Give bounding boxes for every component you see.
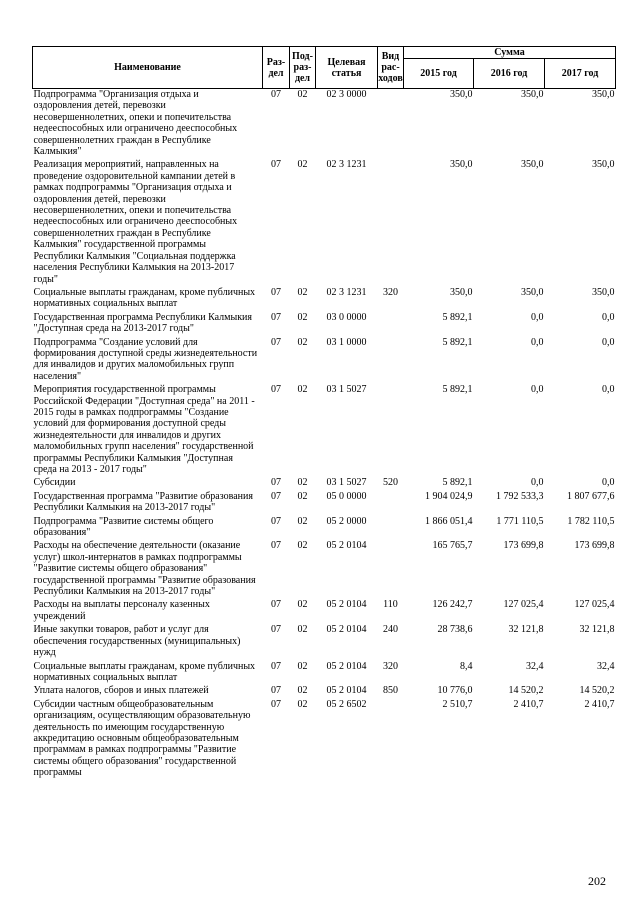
cell-expense-type [378, 540, 404, 599]
cell-expense-type: 240 [383, 624, 398, 636]
table-row [33, 699, 616, 781]
cell-2015: 8,4 [460, 660, 473, 672]
cell-2015: 5 892,1 [442, 477, 473, 489]
cell-name: Иные закупки товаров, работ и услуг для обеспечения государственных (муниципальных) нужд [33, 624, 241, 659]
header-year-2017: 2017 год [545, 59, 616, 89]
cell-name: Государственная программа Республики Калмыкия "Доступная среда на 2013-2017 годы" [33, 311, 253, 335]
cell-subsection: 02 [297, 540, 308, 552]
budget-table [32, 46, 616, 781]
cell-target: 05 2 0000 [326, 515, 367, 527]
cell-expense-type [378, 337, 404, 385]
cell-section: 07 [271, 599, 281, 611]
cell-name: Расходы на выплаты персоналу казенных учреждений [33, 599, 210, 622]
cell-2016: 350,0 [521, 286, 544, 298]
cell-section: 07 [271, 159, 281, 171]
cell-subsection: 02 [297, 384, 308, 396]
cell-expense-type [378, 89, 404, 160]
budget-document [32, 46, 615, 781]
cell-subsection: 02 [297, 336, 308, 348]
table-row [33, 540, 616, 599]
cell-target: 02 3 1231 [326, 286, 367, 298]
cell-expense-type [378, 516, 404, 541]
cell-2016: 350,0 [521, 89, 544, 100]
cell-2016: 14 520,2 [508, 685, 544, 697]
cell-section: 07 [271, 624, 281, 636]
cell-name: Подпрограмма "Создание условий для формирования доступной среды жизнедеятельности для инвалидов и других маломобильных групп населения" [33, 336, 258, 382]
cell-2016: 0,0 [531, 311, 544, 323]
cell-2017: 32 121,8 [579, 624, 615, 636]
cell-section: 07 [271, 477, 281, 489]
cell-target: 03 1 0000 [326, 336, 367, 348]
table-row [33, 287, 616, 312]
table-row [33, 624, 616, 660]
cell-subsection: 02 [297, 515, 308, 527]
cell-2016: 32 121,8 [508, 624, 544, 636]
cell-2017: 32,4 [597, 660, 615, 672]
cell-subsection: 02 [297, 490, 308, 502]
cell-expense-type [378, 384, 404, 477]
cell-subsection: 02 [297, 698, 308, 710]
header-target: Целевая статья [316, 47, 378, 89]
cell-2015: 1 904 024,9 [425, 490, 473, 502]
table-row [33, 599, 616, 624]
cell-2015: 10 776,0 [437, 685, 473, 697]
table-row [33, 384, 616, 477]
cell-expense-type: 850 [383, 685, 398, 697]
cell-2015: 5 892,1 [442, 311, 473, 323]
table-row [33, 312, 616, 337]
cell-section: 07 [271, 698, 281, 710]
cell-target: 03 0 0000 [326, 311, 367, 323]
cell-subsection: 02 [297, 599, 308, 611]
cell-subsection: 02 [297, 685, 308, 697]
table-body [33, 89, 616, 781]
cell-2016: 0,0 [531, 384, 544, 396]
cell-expense-type: 520 [383, 477, 398, 489]
cell-target: 02 3 0000 [326, 89, 367, 100]
cell-section: 07 [271, 311, 281, 323]
cell-name: Субсидии [33, 477, 76, 489]
cell-name: Субсидии частным общеобразовательным организациям, осуществляющим образовательную деятельность по имеющим государственную аккредитацию основным общеобразовательным программам в рамках подпрограммы "Развитие системы общего образования" государственной программы [33, 698, 251, 779]
cell-2016: 2 410,7 [513, 698, 544, 710]
cell-subsection: 02 [297, 286, 308, 298]
cell-name: Реализация мероприятий, направленных на проведение оздоровительной кампании детей в рамках подпрограммы "Организация отдыха и оздоровления детей, перевозки несовершеннолетних, опеки и попечительства недееспособных или ограничено дееспособных совершеннолетних граждан в Республике Калмыкия" государственной программы Республики Калмыкия "Социальная поддержка населения Республики Калмыкия на 2013-2017 годы" [33, 159, 238, 285]
cell-2017: 350,0 [592, 159, 615, 171]
cell-subsection: 02 [297, 477, 308, 489]
table-row [33, 337, 616, 385]
cell-name: Уплата налогов, сборов и иных платежей [33, 685, 209, 697]
cell-subsection: 02 [297, 660, 308, 672]
page-number: 202 [588, 874, 606, 888]
cell-target: 05 2 6502 [326, 698, 367, 710]
cell-target: 03 1 5027 [326, 384, 367, 396]
cell-section: 07 [271, 89, 281, 100]
table-row [33, 89, 616, 160]
table-header [33, 47, 616, 89]
cell-2015: 126 242,7 [432, 599, 473, 611]
cell-subsection: 02 [297, 311, 308, 323]
cell-name: Социальные выплаты гражданам, кроме публичных нормативных социальных выплат [33, 286, 256, 310]
cell-target: 02 3 1231 [326, 159, 367, 171]
cell-target: 03 1 5027 [326, 477, 367, 489]
cell-target: 05 2 0104 [326, 624, 367, 636]
cell-2015: 350,0 [450, 89, 473, 100]
cell-name: Социальные выплаты гражданам, кроме публичных нормативных социальных выплат [33, 660, 256, 683]
cell-2017: 173 699,8 [574, 540, 615, 552]
cell-section: 07 [271, 540, 281, 552]
cell-section: 07 [271, 685, 281, 697]
cell-2017: 1 807 677,6 [567, 490, 615, 502]
cell-2017: 350,0 [592, 286, 615, 298]
header-expense-type: Вид рас- ходов [378, 47, 404, 89]
cell-2016: 173 699,8 [503, 540, 544, 552]
table-row [33, 516, 616, 541]
cell-section: 07 [271, 384, 281, 396]
cell-2017: 2 410,7 [584, 698, 615, 710]
cell-2016: 1 771 110,5 [496, 515, 544, 527]
cell-2017: 127 025,4 [574, 599, 615, 611]
cell-2017: 0,0 [602, 477, 615, 489]
cell-2015: 28 738,6 [437, 624, 473, 636]
cell-name: Мероприятия государственной программы Российской Федерации "Доступная среда" на 2011 - 2015 годы в рамках подпрограммы "Создание условий для формирования доступной среды жизнедеятельности для инвалидов и других маломобильных групп населения" государственной программы Республики Калмыкия "Доступная среда на 2013 - 2017 годы" [33, 384, 255, 475]
cell-section: 07 [271, 515, 281, 527]
cell-2015: 2 510,7 [442, 698, 473, 710]
cell-2017: 14 520,2 [579, 685, 615, 697]
cell-expense-type: 320 [383, 286, 398, 298]
table-row [33, 661, 616, 686]
cell-subsection: 02 [297, 624, 308, 636]
cell-2017: 1 782 110,5 [567, 515, 615, 527]
cell-target: 05 2 0104 [326, 599, 367, 611]
cell-2016: 350,0 [521, 159, 544, 171]
cell-section: 07 [271, 490, 281, 502]
cell-target: 05 0 0000 [326, 490, 367, 502]
cell-expense-type: 320 [383, 660, 398, 672]
cell-2015: 350,0 [450, 159, 473, 171]
cell-expense-type: 110 [383, 599, 398, 611]
table-row [33, 159, 616, 286]
header-subsection: Под- раз- дел [290, 47, 316, 89]
cell-expense-type [378, 312, 404, 337]
table-row [33, 685, 616, 698]
cell-2015: 1 866 051,4 [425, 515, 473, 527]
cell-2016: 1 792 533,3 [496, 490, 544, 502]
cell-name: Подпрограмма "Развитие системы общего образования" [33, 515, 214, 539]
header-sum: Сумма [404, 47, 616, 59]
cell-name: Подпрограмма "Организация отдыха и оздоровления детей, перевозки несовершеннолетних, опеки и попечительства недееспособных или ограничено дееспособных совершеннолетних граждан в Республике Калмыкия" [33, 89, 238, 158]
cell-2015: 165 765,7 [432, 540, 473, 552]
cell-name: Расходы на обеспечение деятельности (оказание услуг) школ-интернатов в рамках подпрограммы "Развитие системы общего образования" государственной программы "Развитие образования Республики Калмыкия на 2013-2017 годы" [33, 540, 256, 598]
cell-section: 07 [271, 660, 281, 672]
cell-2017: 0,0 [602, 311, 615, 323]
header-year-2016: 2016 год [474, 59, 545, 89]
cell-2017: 0,0 [602, 384, 615, 396]
header-section: Раз- дел [263, 47, 290, 89]
cell-2017: 0,0 [602, 336, 615, 348]
cell-subsection: 02 [297, 89, 308, 100]
header-name: Наименование [33, 47, 263, 89]
cell-expense-type [378, 699, 404, 781]
cell-expense-type [378, 491, 404, 516]
cell-name: Государственная программа "Развитие образования Республики Калмыкия на 2013-2017 годы" [33, 490, 253, 514]
cell-2015: 350,0 [450, 286, 473, 298]
cell-target: 05 2 0104 [326, 685, 367, 697]
header-year-2015: 2015 год [404, 59, 474, 89]
cell-2015: 5 892,1 [442, 384, 473, 396]
cell-2016: 0,0 [531, 336, 544, 348]
cell-section: 07 [271, 336, 281, 348]
cell-2016: 32,4 [526, 660, 544, 672]
cell-2015: 5 892,1 [442, 336, 473, 348]
cell-expense-type [378, 159, 404, 286]
cell-2016: 0,0 [531, 477, 544, 489]
cell-target: 05 2 0104 [326, 540, 367, 552]
table-row [33, 491, 616, 516]
cell-section: 07 [271, 286, 281, 298]
table-row [33, 477, 616, 490]
cell-subsection: 02 [297, 159, 308, 171]
cell-2016: 127 025,4 [503, 599, 544, 611]
cell-target: 05 2 0104 [326, 660, 367, 672]
cell-2017: 350,0 [592, 89, 615, 100]
